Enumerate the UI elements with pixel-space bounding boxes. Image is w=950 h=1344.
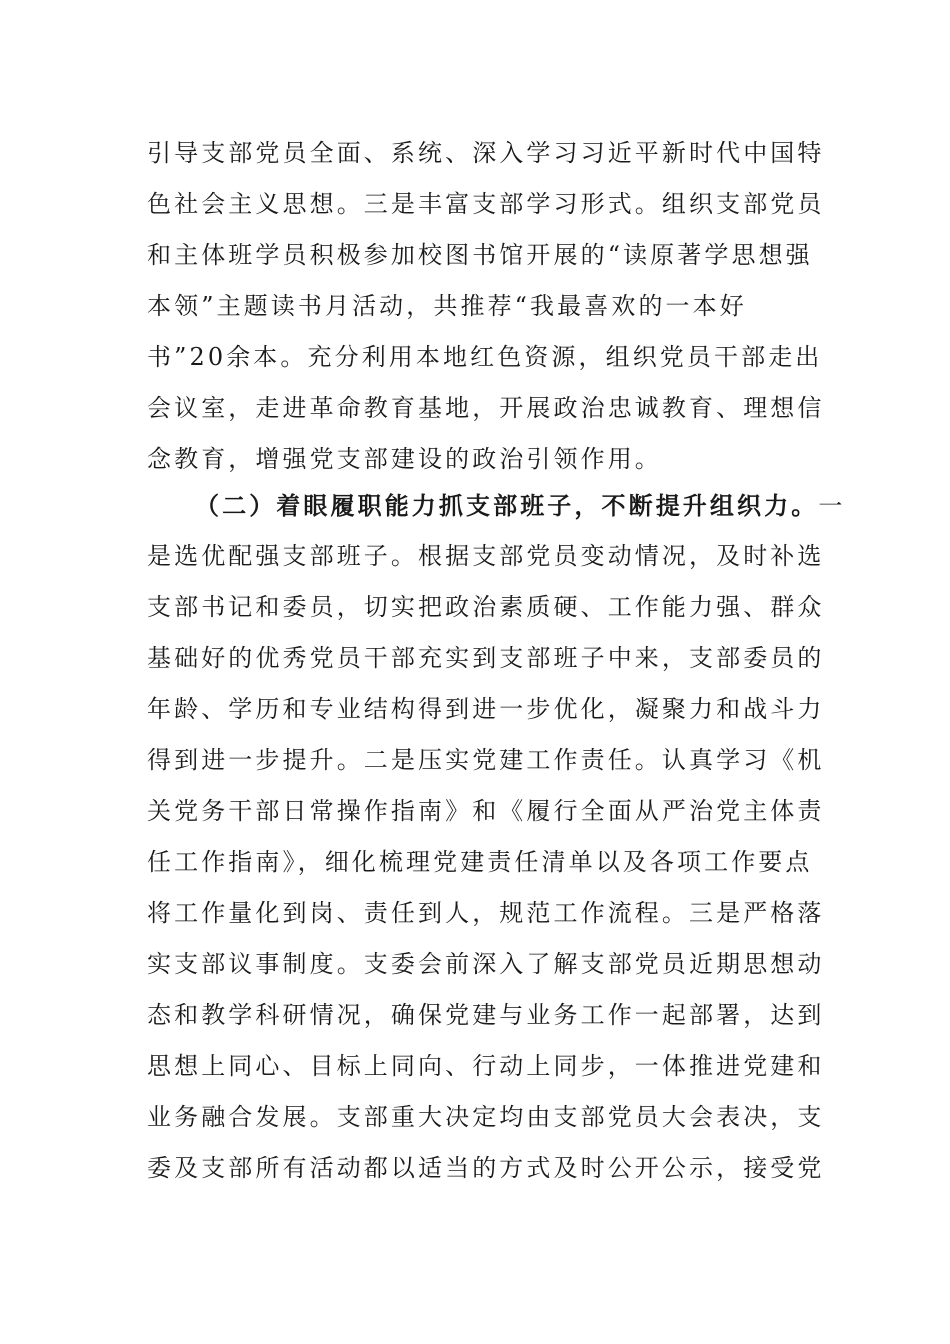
paragraph-line: 念教育，增强党支部建设的政治引领作用。 xyxy=(147,445,662,473)
paragraph-first-line xyxy=(147,480,846,531)
paragraph-line: 将工作量化到岗、责任到人，规范工作流程。三是严格落 xyxy=(147,899,825,927)
paragraph-line: 基础好的优秀党员干部充实到支部班子中来，支部委员的 xyxy=(147,644,825,672)
paragraph-line: 关党务干部日常操作指南》和《履行全面从严治党主体责 xyxy=(147,797,825,825)
heading-continuation: 一 xyxy=(818,492,846,520)
paragraph-line: 色社会主义思想。三是丰富支部学习形式。组织支部党员 xyxy=(147,190,825,218)
paragraph-line: 得到进一步提升。二是压实党建工作责任。认真学习《机 xyxy=(147,746,825,774)
paragraph-line: 引导支部党员全面、系统、深入学习习近平新时代中国特 xyxy=(147,139,825,167)
paragraph-line: 和主体班学员积极参加校图书馆开展的“读原著学思想强 xyxy=(147,241,813,269)
paragraph-line: 会议室，走进革命教育基地，开展政治忠诚教育、理想信 xyxy=(147,394,825,422)
paragraph-line: 实支部议事制度。支委会前深入了解支部党员近期思想动 xyxy=(147,950,825,978)
section-heading: （二）着眼履职能力抓支部班子，不断提升组织力。 xyxy=(195,491,819,520)
paragraph-2 xyxy=(147,480,846,1194)
paragraph-line: 年龄、学历和专业结构得到进一步优化，凝聚力和战斗力 xyxy=(147,695,825,723)
paragraph-line: 态和教学科研情况，确保党建与业务工作一起部署，达到 xyxy=(147,1001,825,1029)
paragraph-line: 任工作指南》，细化梳理党建责任清单以及各项工作要点 xyxy=(147,848,813,876)
paragraph-line: 支部书记和委员，切实把政治素质硬、工作能力强、群众 xyxy=(147,593,825,621)
paragraph-1 xyxy=(147,128,825,485)
paragraph-line: 委及支部所有活动都以适当的方式及时公开公示，接受党 xyxy=(147,1154,825,1182)
paragraph-line: 书”20余本。充分利用本地红色资源，组织党员干部走出 xyxy=(147,343,823,371)
paragraph-line: 业务融合发展。支部重大决定均由支部党员大会表决，支 xyxy=(147,1103,825,1131)
paragraph-line: 是选优配强支部班子。根据支部党员变动情况，及时补选 xyxy=(147,542,825,570)
paragraph-line: 思想上同心、目标上同向、行动上同步，一体推进党建和 xyxy=(147,1052,825,1080)
paragraph-line: 本领”主题读书月活动，共推荐“我最喜欢的一本好 xyxy=(147,292,747,320)
